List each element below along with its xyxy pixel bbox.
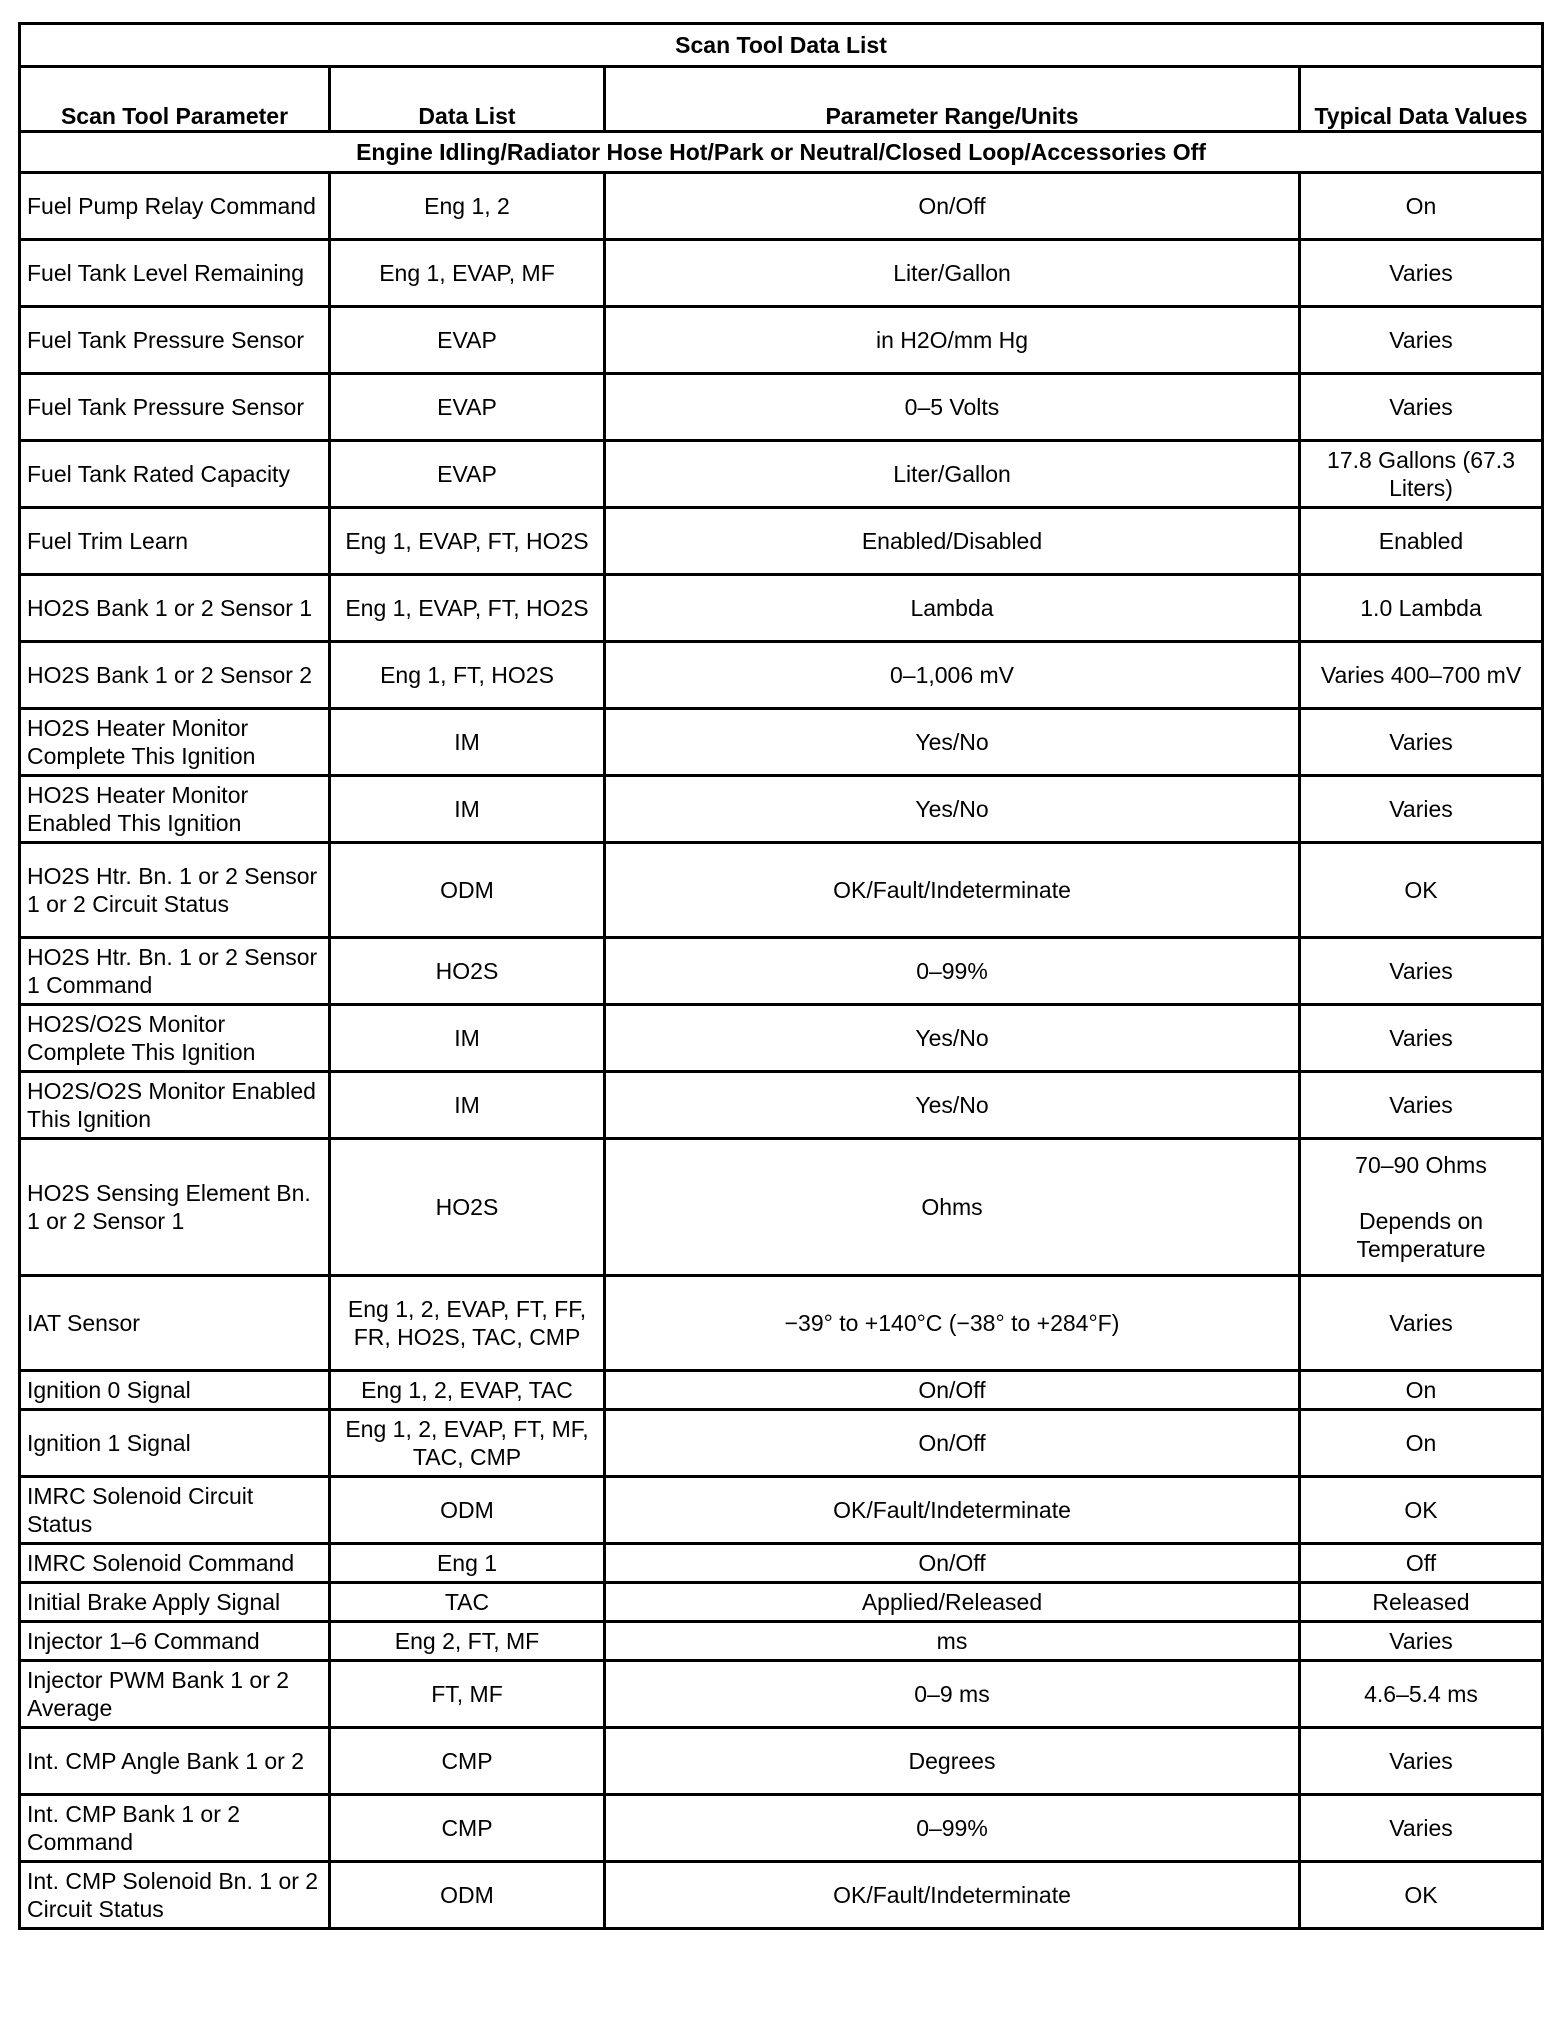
table-row (20, 642, 1543, 709)
data-list-cell: Eng 1, EVAP, MF (330, 240, 605, 307)
data-list-cell: Eng 1, 2, EVAP, TAC (330, 1371, 605, 1410)
parameter-cell: HO2S/O2S Monitor Enabled This Ignition (20, 1072, 330, 1139)
parameter-cell: HO2S Sensing Element Bn. 1 or 2 Sensor 1 (20, 1139, 330, 1276)
table-row (20, 1728, 1543, 1795)
parameter-cell: Int. CMP Bank 1 or 2 Command (20, 1795, 330, 1862)
table-row (20, 1661, 1543, 1728)
typical-value-cell: OK (1300, 1477, 1543, 1544)
typical-value-cell: On (1300, 1371, 1543, 1410)
typical-value-cell: On (1300, 1410, 1543, 1477)
data-list-cell: ODM (330, 1862, 605, 1929)
range-units-cell: 0–5 Volts (605, 374, 1300, 441)
table-row (20, 1622, 1543, 1661)
header-typical-data-values: Typical Data Values (1300, 67, 1543, 132)
header-data-list: Data List (330, 67, 605, 132)
typical-value-cell: OK (1300, 843, 1543, 938)
parameter-cell: IAT Sensor (20, 1276, 330, 1371)
data-list-cell: Eng 1, 2 (330, 173, 605, 240)
data-list-cell: IM (330, 776, 605, 843)
range-units-cell: Applied/Released (605, 1583, 1300, 1622)
range-units-cell: Degrees (605, 1728, 1300, 1795)
parameter-cell: Int. CMP Solenoid Bn. 1 or 2 Circuit Status (20, 1862, 330, 1929)
data-list-cell: HO2S (330, 938, 605, 1005)
table-row (20, 1795, 1543, 1862)
data-list-cell: CMP (330, 1728, 605, 1795)
parameter-cell: HO2S Heater Monitor Complete This Ignition (20, 709, 330, 776)
typical-value-cell: Varies (1300, 938, 1543, 1005)
data-list-cell: ODM (330, 1477, 605, 1544)
typical-value-cell: Varies (1300, 1005, 1543, 1072)
range-units-cell: On/Off (605, 1410, 1300, 1477)
range-units-cell: 0–99% (605, 1795, 1300, 1862)
data-list-cell: CMP (330, 1795, 605, 1862)
parameter-cell: IMRC Solenoid Circuit Status (20, 1477, 330, 1544)
parameter-cell: HO2S Heater Monitor Enabled This Ignition (20, 776, 330, 843)
parameter-cell: Ignition 1 Signal (20, 1410, 330, 1477)
header-scan-tool-parameter: Scan Tool Parameter (20, 67, 330, 132)
table-row (20, 575, 1543, 642)
data-list-cell: Eng 2, FT, MF (330, 1622, 605, 1661)
typical-value-cell: Varies (1300, 240, 1543, 307)
operating-condition: Engine Idling/Radiator Hose Hot/Park or Neutral/Closed Loop/Accessories Off (20, 132, 1543, 173)
range-units-cell: Yes/No (605, 1072, 1300, 1139)
table-row (20, 508, 1543, 575)
parameter-cell: Initial Brake Apply Signal (20, 1583, 330, 1622)
parameter-cell: Int. CMP Angle Bank 1 or 2 (20, 1728, 330, 1795)
typical-value-cell: Varies (1300, 1622, 1543, 1661)
typical-value-cell: 70–90 Ohms Depends on Temperature (1300, 1139, 1543, 1276)
table-row (20, 1072, 1543, 1139)
table-row (20, 173, 1543, 240)
table-row (20, 1371, 1543, 1410)
range-units-cell: 0–9 ms (605, 1661, 1300, 1728)
table-row (20, 1544, 1543, 1583)
table-row (20, 843, 1543, 938)
table-row (20, 441, 1543, 508)
table-row (20, 1276, 1543, 1371)
parameter-cell: Fuel Pump Relay Command (20, 173, 330, 240)
typical-value-cell: Varies (1300, 1795, 1543, 1862)
typical-value-cell: 17.8 Gallons (67.3 Liters) (1300, 441, 1543, 508)
range-units-cell: Lambda (605, 575, 1300, 642)
range-units-cell: −39° to +140°C (−38° to +284°F) (605, 1276, 1300, 1371)
data-list-cell: IM (330, 1072, 605, 1139)
table-row (20, 240, 1543, 307)
data-list-cell: Eng 1, EVAP, FT, HO2S (330, 508, 605, 575)
typical-value-cell: Varies (1300, 1072, 1543, 1139)
table-row (20, 1862, 1543, 1929)
typical-value-cell: 4.6–5.4 ms (1300, 1661, 1543, 1728)
table-body (20, 173, 1543, 1929)
typical-value-cell: On (1300, 173, 1543, 240)
table-title: Scan Tool Data List (20, 24, 1543, 67)
parameter-cell: Fuel Tank Level Remaining (20, 240, 330, 307)
range-units-cell: 0–1,006 mV (605, 642, 1300, 709)
range-units-cell: OK/Fault/Indeterminate (605, 843, 1300, 938)
data-list-cell: Eng 1 (330, 1544, 605, 1583)
data-list-cell: Eng 1, 2, EVAP, FT, MF, TAC, CMP (330, 1410, 605, 1477)
typical-value-cell: Varies (1300, 374, 1543, 441)
table-row (20, 307, 1543, 374)
data-list-cell: IM (330, 709, 605, 776)
parameter-cell: HO2S Bank 1 or 2 Sensor 1 (20, 575, 330, 642)
typical-value-cell: 1.0 Lambda (1300, 575, 1543, 642)
typical-value-cell: Varies (1300, 307, 1543, 374)
table-row (20, 374, 1543, 441)
parameter-cell: Injector 1–6 Command (20, 1622, 330, 1661)
parameter-cell: HO2S Htr. Bn. 1 or 2 Sensor 1 Command (20, 938, 330, 1005)
range-units-cell: OK/Fault/Indeterminate (605, 1477, 1300, 1544)
parameter-cell: IMRC Solenoid Command (20, 1544, 330, 1583)
typical-value-cell: Varies (1300, 776, 1543, 843)
typical-value-cell: Varies (1300, 709, 1543, 776)
range-units-cell: On/Off (605, 1371, 1300, 1410)
header-parameter-range-units: Parameter Range/Units (605, 67, 1300, 132)
data-list-cell: HO2S (330, 1139, 605, 1276)
range-units-cell: ms (605, 1622, 1300, 1661)
data-list-cell: TAC (330, 1583, 605, 1622)
range-units-cell: Yes/No (605, 709, 1300, 776)
range-units-cell: OK/Fault/Indeterminate (605, 1862, 1300, 1929)
typical-value-cell: Varies 400–700 mV (1300, 642, 1543, 709)
parameter-cell: Fuel Tank Pressure Sensor (20, 307, 330, 374)
table-row (20, 709, 1543, 776)
range-units-cell: On/Off (605, 1544, 1300, 1583)
parameter-cell: Fuel Tank Pressure Sensor (20, 374, 330, 441)
table-row (20, 938, 1543, 1005)
typical-value-cell: Released (1300, 1583, 1543, 1622)
typical-value-cell: OK (1300, 1862, 1543, 1929)
range-units-cell: Yes/No (605, 1005, 1300, 1072)
data-list-cell: ODM (330, 843, 605, 938)
parameter-cell: HO2S Bank 1 or 2 Sensor 2 (20, 642, 330, 709)
table-row (20, 1583, 1543, 1622)
table-row (20, 1477, 1543, 1544)
data-list-cell: EVAP (330, 374, 605, 441)
parameter-cell: Ignition 0 Signal (20, 1371, 330, 1410)
range-units-cell: in H2O/mm Hg (605, 307, 1300, 374)
data-list-cell: EVAP (330, 307, 605, 374)
range-units-cell: Liter/Gallon (605, 240, 1300, 307)
range-units-cell: Liter/Gallon (605, 441, 1300, 508)
parameter-cell: Injector PWM Bank 1 or 2 Average (20, 1661, 330, 1728)
parameter-cell: HO2S Htr. Bn. 1 or 2 Sensor 1 or 2 Circuit Status (20, 843, 330, 938)
typical-value-cell: Varies (1300, 1728, 1543, 1795)
table-row (20, 1139, 1543, 1276)
typical-value-cell: Varies (1300, 1276, 1543, 1371)
table-row (20, 1005, 1543, 1072)
parameter-cell: HO2S/O2S Monitor Complete This Ignition (20, 1005, 330, 1072)
range-units-cell: Enabled/Disabled (605, 508, 1300, 575)
data-list-cell: Eng 1, FT, HO2S (330, 642, 605, 709)
data-list-cell: Eng 1, EVAP, FT, HO2S (330, 575, 605, 642)
range-units-cell: Yes/No (605, 776, 1300, 843)
data-list-cell: FT, MF (330, 1661, 605, 1728)
range-units-cell: On/Off (605, 173, 1300, 240)
data-list-cell: IM (330, 1005, 605, 1072)
range-units-cell: Ohms (605, 1139, 1300, 1276)
typical-value-cell: Off (1300, 1544, 1543, 1583)
scan-tool-data-table (18, 22, 1544, 1930)
typical-value-cell: Enabled (1300, 508, 1543, 575)
data-list-cell: Eng 1, 2, EVAP, FT, FF, FR, HO2S, TAC, CMP (330, 1276, 605, 1371)
table-row (20, 776, 1543, 843)
table-row (20, 1410, 1543, 1477)
data-list-cell: EVAP (330, 441, 605, 508)
parameter-cell: Fuel Tank Rated Capacity (20, 441, 330, 508)
parameter-cell: Fuel Trim Learn (20, 508, 330, 575)
range-units-cell: 0–99% (605, 938, 1300, 1005)
